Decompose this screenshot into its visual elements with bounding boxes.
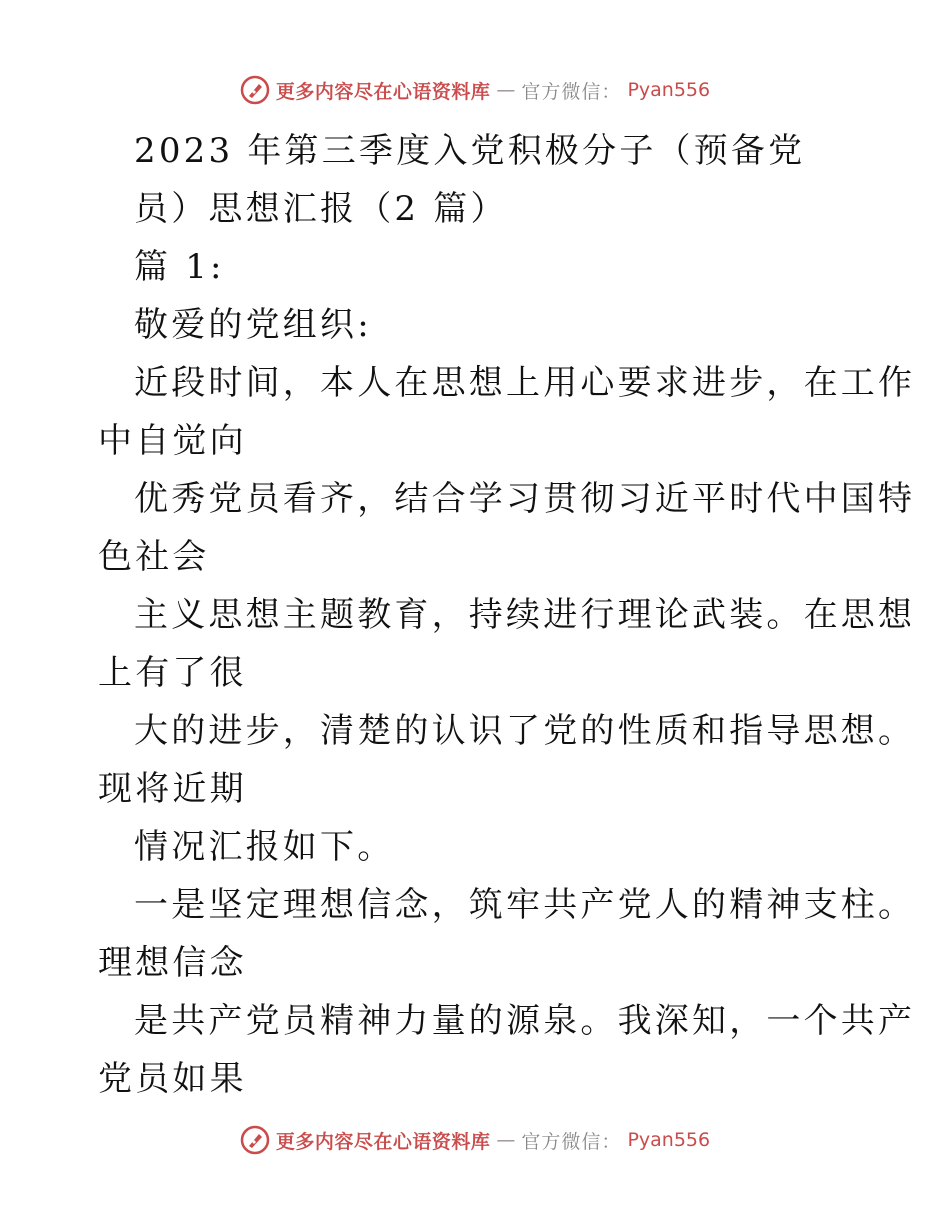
watermark-official-label: 官方微信：	[521, 1130, 622, 1153]
document-line: 理想信念	[98, 943, 247, 983]
document-line: 敬爱的党组织:	[134, 305, 372, 345]
pen-nib-logo-icon	[240, 1125, 270, 1155]
document-line: 2023 年第三季度入党积极分子（预备党	[134, 131, 806, 171]
document-line: 近段时间，本人在思想上用心要求进步，在工作	[134, 363, 916, 403]
watermark-separator: —	[496, 79, 516, 101]
pen-nib-logo-icon	[240, 75, 270, 105]
document-line: 色社会	[98, 537, 210, 577]
document-line: 优秀党员看齐，结合学习贯彻习近平时代中国特	[134, 479, 916, 519]
document-line: 主义思想主题教育，持续进行理论武装。在思想	[134, 595, 916, 635]
watermark-text: 更多内容尽在心语资料库	[275, 1130, 491, 1153]
watermark-footer	[0, 1120, 950, 1160]
document-line: 现将近期	[98, 769, 247, 809]
watermark-wechat-id: Pyan556	[627, 79, 711, 101]
document-line: 一是坚定理想信念，筑牢共产党人的精神支柱。	[134, 885, 916, 925]
watermark-separator: —	[496, 1129, 516, 1151]
watermark-header	[0, 70, 950, 110]
document-line: 上有了很	[98, 653, 247, 693]
watermark-official-label: 官方微信：	[521, 80, 622, 103]
document-line: 党员如果	[98, 1059, 247, 1099]
watermark-wechat-id: Pyan556	[627, 1129, 711, 1151]
document-body	[98, 122, 916, 1108]
document-line: 员）思想汇报（2 篇）	[134, 189, 508, 229]
document-line: 大的进步，清楚的认识了党的性质和指导思想。	[134, 711, 916, 751]
document-line: 是共产党员精神力量的源泉。我深知，一个共产	[134, 1001, 916, 1041]
watermark-text: 更多内容尽在心语资料库	[275, 80, 491, 103]
document-line: 情况汇报如下。	[134, 827, 395, 867]
document-line: 中自觉向	[98, 421, 247, 461]
document-line: 篇 1:	[134, 247, 225, 287]
